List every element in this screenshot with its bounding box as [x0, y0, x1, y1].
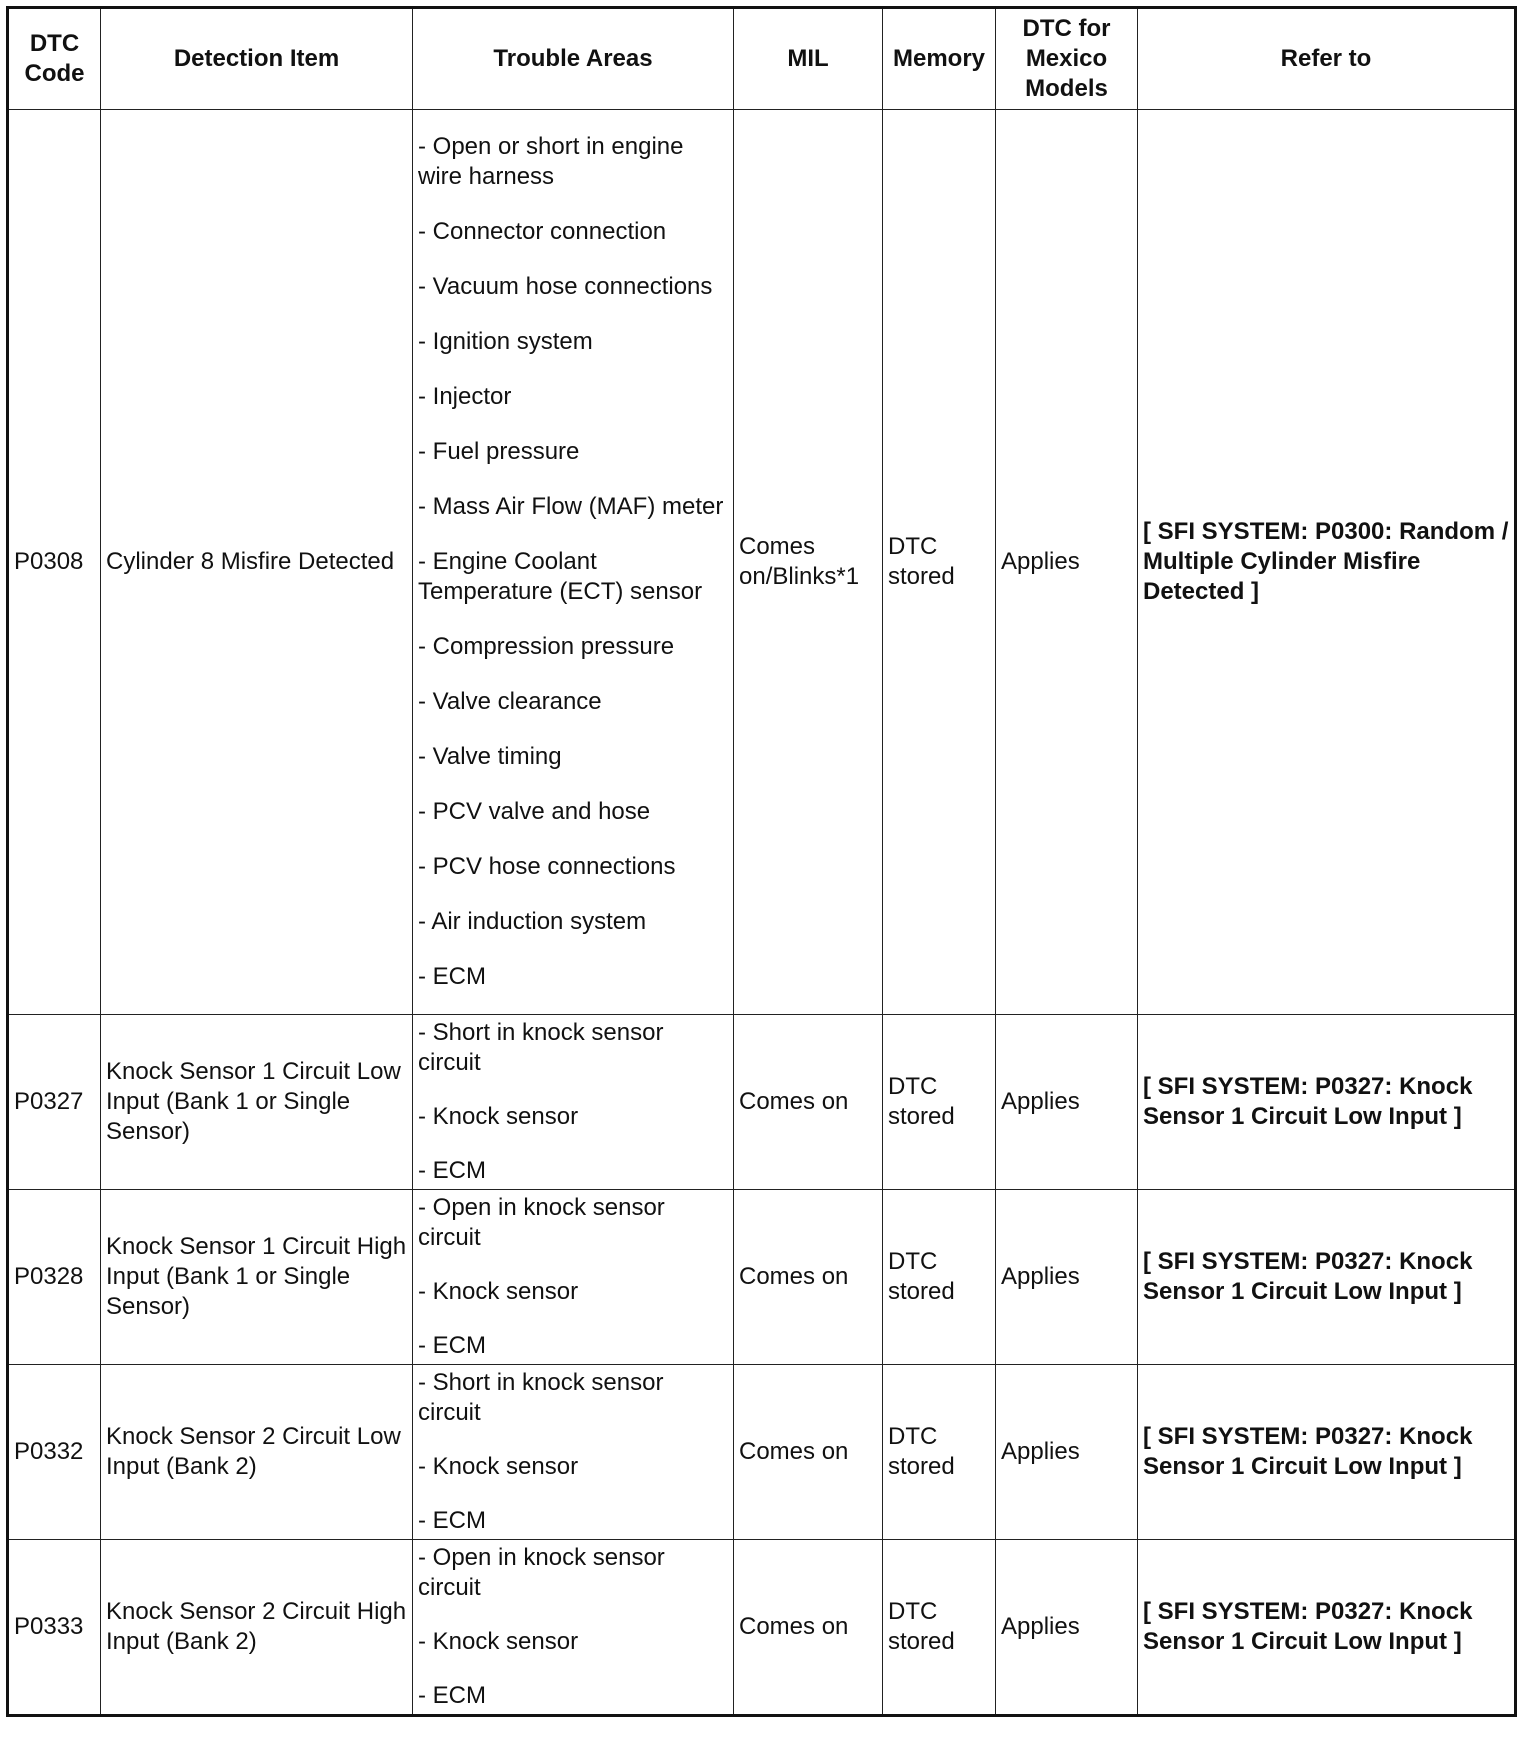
trouble-area-item: - Mass Air Flow (MAF) meter — [418, 493, 724, 520]
header-row — [8, 8, 1516, 110]
mil-cell: Comes on — [734, 1190, 883, 1365]
refer-to-link[interactable]: [ SFI SYSTEM: P0300: Random / Multiple Cylinder Misfire Detected ] — [1138, 110, 1516, 1015]
mil-cell: Comes on — [734, 1365, 883, 1540]
mexico-cell: Applies — [996, 1365, 1138, 1540]
header-mil: MIL — [734, 8, 883, 110]
trouble-area-item: - Fuel pressure — [418, 438, 580, 465]
trouble-area-item: - Open in knock sensor circuit — [418, 1544, 665, 1601]
trouble-area-item: - Knock sensor — [418, 1453, 579, 1480]
refer-to-link[interactable]: [ SFI SYSTEM: P0327: Knock Sensor 1 Circuit Low Input ] — [1138, 1190, 1516, 1365]
table-row — [8, 1365, 1516, 1540]
dtc-code-cell: P0332 — [8, 1365, 101, 1540]
dtc-code-cell: P0333 — [8, 1540, 101, 1716]
refer-to-link[interactable]: [ SFI SYSTEM: P0327: Knock Sensor 1 Circuit Low Input ] — [1138, 1540, 1516, 1716]
memory-cell: DTC stored — [883, 1015, 996, 1190]
detection-item-cell: Knock Sensor 1 Circuit Low Input (Bank 1 or Single Sensor) — [101, 1015, 413, 1190]
trouble-area-item: - Ignition system — [418, 328, 593, 355]
trouble-area-item: - ECM — [418, 1682, 486, 1709]
dtc-table — [6, 6, 1517, 1717]
trouble-area-item: - Vacuum hose connections — [418, 273, 713, 300]
header-trouble-areas: Trouble Areas — [413, 8, 734, 110]
trouble-area-item: - Knock sensor — [418, 1628, 579, 1655]
trouble-area-item: - ECM — [418, 963, 486, 990]
trouble-areas-cell — [413, 1540, 734, 1716]
mil-cell: Comes on — [734, 1015, 883, 1190]
trouble-areas-cell — [413, 1190, 734, 1365]
trouble-area-item: - Open in knock sensor circuit — [418, 1194, 665, 1251]
mexico-cell: Applies — [996, 1015, 1138, 1190]
memory-cell: DTC stored — [883, 1190, 996, 1365]
trouble-area-item: - Engine Coolant Temperature (ECT) sensor — [418, 548, 703, 605]
table-row — [8, 1190, 1516, 1365]
dtc-code-cell: P0327 — [8, 1015, 101, 1190]
mexico-cell: Applies — [996, 110, 1138, 1015]
trouble-area-item: - PCV hose connections — [418, 853, 676, 880]
trouble-area-item: - PCV valve and hose — [418, 798, 651, 825]
trouble-area-item: - Compression pressure — [418, 633, 675, 660]
trouble-areas-cell — [413, 110, 734, 1015]
trouble-areas-cell — [413, 1015, 734, 1190]
trouble-area-item: - Short in knock sensor circuit — [418, 1369, 664, 1426]
trouble-area-item: - ECM — [418, 1157, 486, 1184]
trouble-area-item: - Injector — [418, 383, 512, 410]
table-row — [8, 110, 1516, 1015]
memory-cell: DTC stored — [883, 1365, 996, 1540]
mexico-cell: Applies — [996, 1540, 1138, 1716]
trouble-area-item: - Open or short in engine wire harness — [418, 133, 684, 190]
header-detection-item: Detection Item — [101, 8, 413, 110]
header-dtc-code: DTC Code — [8, 8, 101, 110]
trouble-area-item: - ECM — [418, 1507, 486, 1534]
detection-item-cell: Knock Sensor 2 Circuit Low Input (Bank 2) — [101, 1365, 413, 1540]
header-mexico: DTC for Mexico Models — [996, 8, 1138, 110]
detection-item-cell: Knock Sensor 1 Circuit High Input (Bank 1 or Single Sensor) — [101, 1190, 413, 1365]
dtc-code-cell: P0328 — [8, 1190, 101, 1365]
mexico-cell: Applies — [996, 1190, 1138, 1365]
trouble-area-item: - Valve clearance — [418, 688, 602, 715]
trouble-area-item: - Knock sensor — [418, 1278, 579, 1305]
header-memory: Memory — [883, 8, 996, 110]
dtc-code-cell: P0308 — [8, 110, 101, 1015]
mil-cell: Comes on — [734, 1540, 883, 1716]
trouble-area-item: - Short in knock sensor circuit — [418, 1019, 664, 1076]
trouble-areas-cell — [413, 1365, 734, 1540]
trouble-area-item: - Air induction system — [418, 908, 647, 935]
table-row — [8, 1540, 1516, 1716]
trouble-area-item: - ECM — [418, 1332, 486, 1359]
mil-cell: Comes on/Blinks*1 — [734, 110, 883, 1015]
detection-item-cell: Cylinder 8 Misfire Detected — [101, 110, 413, 1015]
refer-to-link[interactable]: [ SFI SYSTEM: P0327: Knock Sensor 1 Circuit Low Input ] — [1138, 1015, 1516, 1190]
table-row — [8, 1015, 1516, 1190]
trouble-area-item: - Connector connection — [418, 218, 667, 245]
memory-cell: DTC stored — [883, 110, 996, 1015]
detection-item-cell: Knock Sensor 2 Circuit High Input (Bank 2) — [101, 1540, 413, 1716]
trouble-area-item: - Knock sensor — [418, 1103, 579, 1130]
refer-to-link[interactable]: [ SFI SYSTEM: P0327: Knock Sensor 1 Circuit Low Input ] — [1138, 1365, 1516, 1540]
memory-cell: DTC stored — [883, 1540, 996, 1716]
header-refer-to: Refer to — [1138, 8, 1516, 110]
trouble-area-item: - Valve timing — [418, 743, 562, 770]
